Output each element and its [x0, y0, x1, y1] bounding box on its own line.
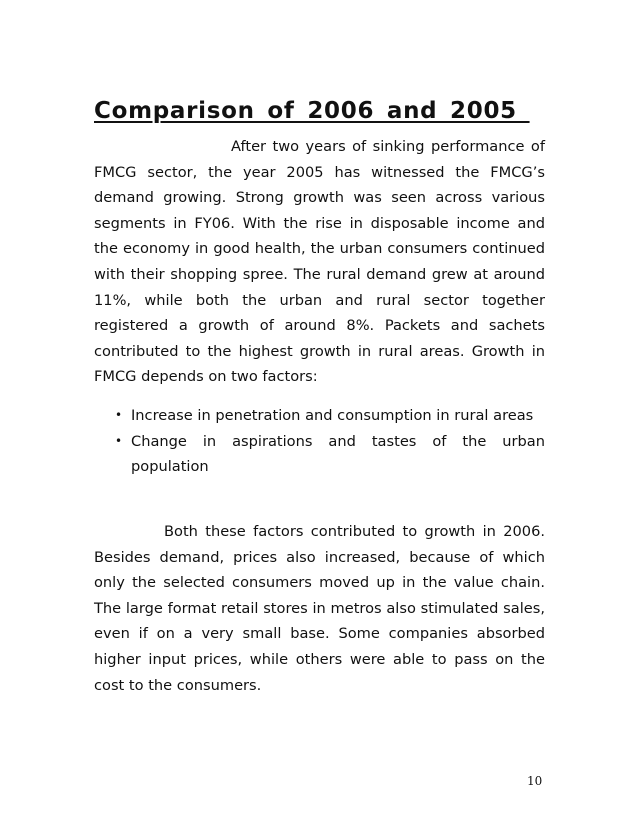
list-item-text: Change in aspirations and tastes of the urban population: [131, 432, 545, 476]
bullet-icon: •: [115, 433, 123, 448]
list-item-text: Increase in penetration and consumption in rural areas: [131, 407, 534, 424]
list-item: [94, 403, 545, 429]
factor-list: [94, 403, 545, 480]
bullet-icon: •: [115, 408, 123, 422]
page-number: 10: [527, 774, 543, 788]
page-title: Comparison of 2006 and 2005: [94, 98, 530, 124]
list-item: [94, 429, 545, 480]
paragraph-intro: After two years of sinking performance of FMCG sector, the year 2005 has witnessed the FMCG’s demand growing. Strong growth was seen across various segments in FY06. With the rise in disposable income and the economy in good health, the urban consumers continued with their shopping spree. The rural demand grew at around 11%, while both the urban and rural sector together registered a growth of around 8%. Packets and sachets contributed to the highest growth in rural areas. Growth in FMCG depends on two factors:: [94, 138, 545, 386]
paragraph-conclusion: Both these factors contributed to growth in 2006. Besides demand, prices also increased, because of which only the selected consumers moved up in the value chain. The large format retail stores in metros also stimulated sales, even if on a very small base. Some companies absorbed higher input prices, while others were able to pass on the cost to the consumers.: [94, 523, 545, 694]
